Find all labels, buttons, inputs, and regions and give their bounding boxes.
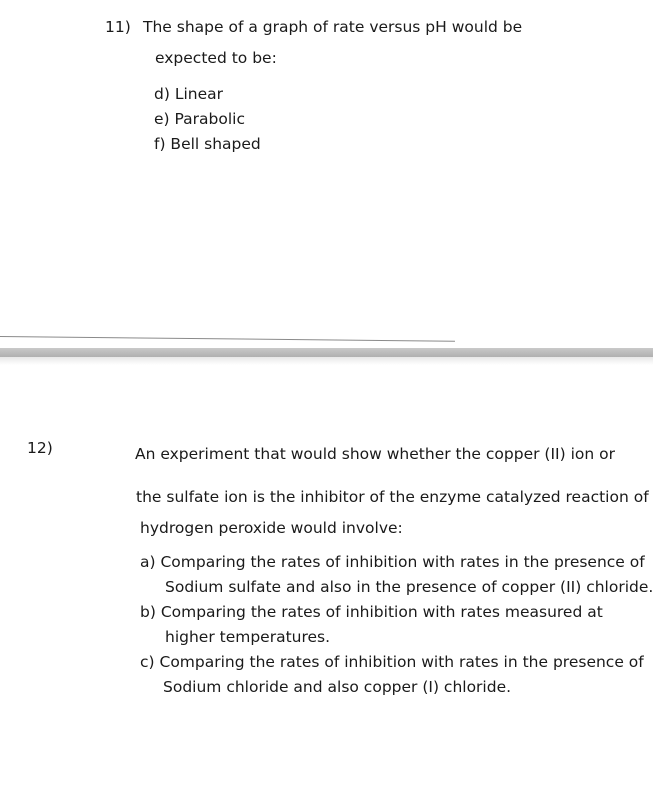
divider-shadow (0, 357, 653, 365)
answer-option-e: e) Parabolic (154, 110, 245, 128)
question-text-line: hydrogen peroxide would involve: (140, 519, 403, 537)
answer-option-b-continued: higher temperatures. (165, 628, 331, 646)
question-text-line: The shape of a graph of rate versus pH would be (143, 18, 523, 36)
divider-bar (0, 348, 653, 357)
divider-line (0, 336, 455, 342)
question-number: 12) (27, 439, 53, 457)
question-text-line: the sulfate ion is the inhibitor of the enzyme catalyzed reaction of (136, 488, 649, 506)
answer-option-a: a) Comparing the rates of inhibition with rates in the presence of (140, 553, 645, 571)
answer-option-c: c) Comparing the rates of inhibition with rates in the presence of (140, 653, 644, 671)
answer-option-f: f) Bell shaped (154, 135, 261, 153)
question-text-line: expected to be: (155, 49, 277, 67)
question-text-line: An experiment that would show whether the copper (II) ion or (135, 445, 615, 463)
answer-option-a-continued: Sodium sulfate and also in the presence of copper (II) chloride. (165, 578, 653, 596)
question-number: 11) (105, 18, 131, 36)
answer-option-d: d) Linear (154, 85, 223, 103)
answer-option-c-continued: Sodium chloride and also copper (I) chloride. (163, 678, 512, 696)
answer-option-b: b) Comparing the rates of inhibition with rates measured at (140, 603, 603, 621)
